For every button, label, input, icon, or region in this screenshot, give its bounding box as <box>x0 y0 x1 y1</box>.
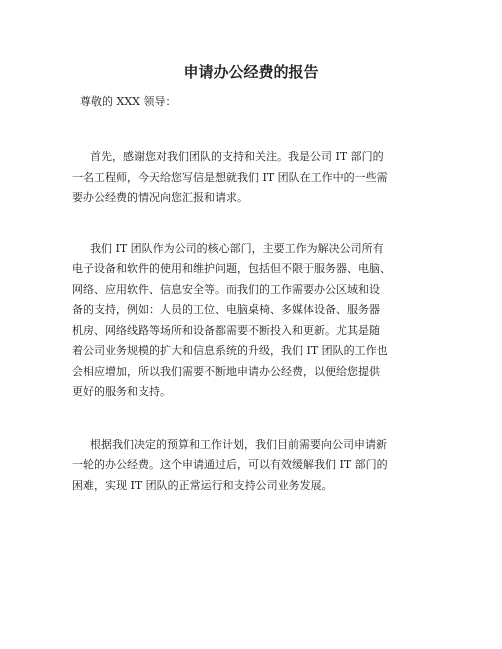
salutation: 尊敬的 XXX 领导： <box>80 95 177 108</box>
paragraph-line: 要办公经费的情况向您汇报和请求。 <box>72 191 248 204</box>
paragraph-line: 会相应增加，所以我们需要不断地申请办公经费，以便给您提供 <box>72 364 380 378</box>
paragraph-line: 更好的服务和支持。 <box>72 385 171 398</box>
paragraph-2 <box>72 239 502 403</box>
paragraph-line: 根据我们决定的预算和工作计划，我们目前需要向公司申请新 <box>90 437 387 451</box>
paragraph-line: 备的支持，例如：人员的工位、电脑桌椅、多媒体设备、服务器 <box>72 303 380 316</box>
paragraph-line: 电子设备和软件的使用和维护问题，包括但不限于服务器、电脑、 <box>72 262 391 275</box>
paragraph-3 <box>72 435 502 497</box>
document-title: 申请办公经费的报告 <box>183 63 319 81</box>
paragraph-line: 我们 IT 团队作为公司的核心部门，主要工作为解决公司所有 <box>90 241 384 255</box>
paragraph-1 <box>72 147 502 209</box>
paragraph-line: 首先，感谢您对我们团队的支持和关注。我是公司 IT 部门的 <box>90 150 384 163</box>
paragraph-line: 一名工程师，今天给您写信是想就我们 IT 团队在工作中的一些需 <box>72 170 388 184</box>
paragraph-line: 网络、应用软件、信息安全等。而我们的工作需要办公区域和设 <box>72 282 380 296</box>
paragraph-line: 机房、网络线路等场所和设备都需要不断投入和更新。尤其是随 <box>72 323 380 337</box>
paragraph-line: 一轮的办公经费。这个申请通过后，可以有效缓解我们 IT 部门的 <box>72 458 388 471</box>
paragraph-line: 着公司业务规模的扩大和信息系统的升级，我们 IT 团队的工作也 <box>72 344 388 357</box>
paragraph-line: 困难，实现 IT 团队的正常运行和支持公司业务发展。 <box>72 478 333 492</box>
